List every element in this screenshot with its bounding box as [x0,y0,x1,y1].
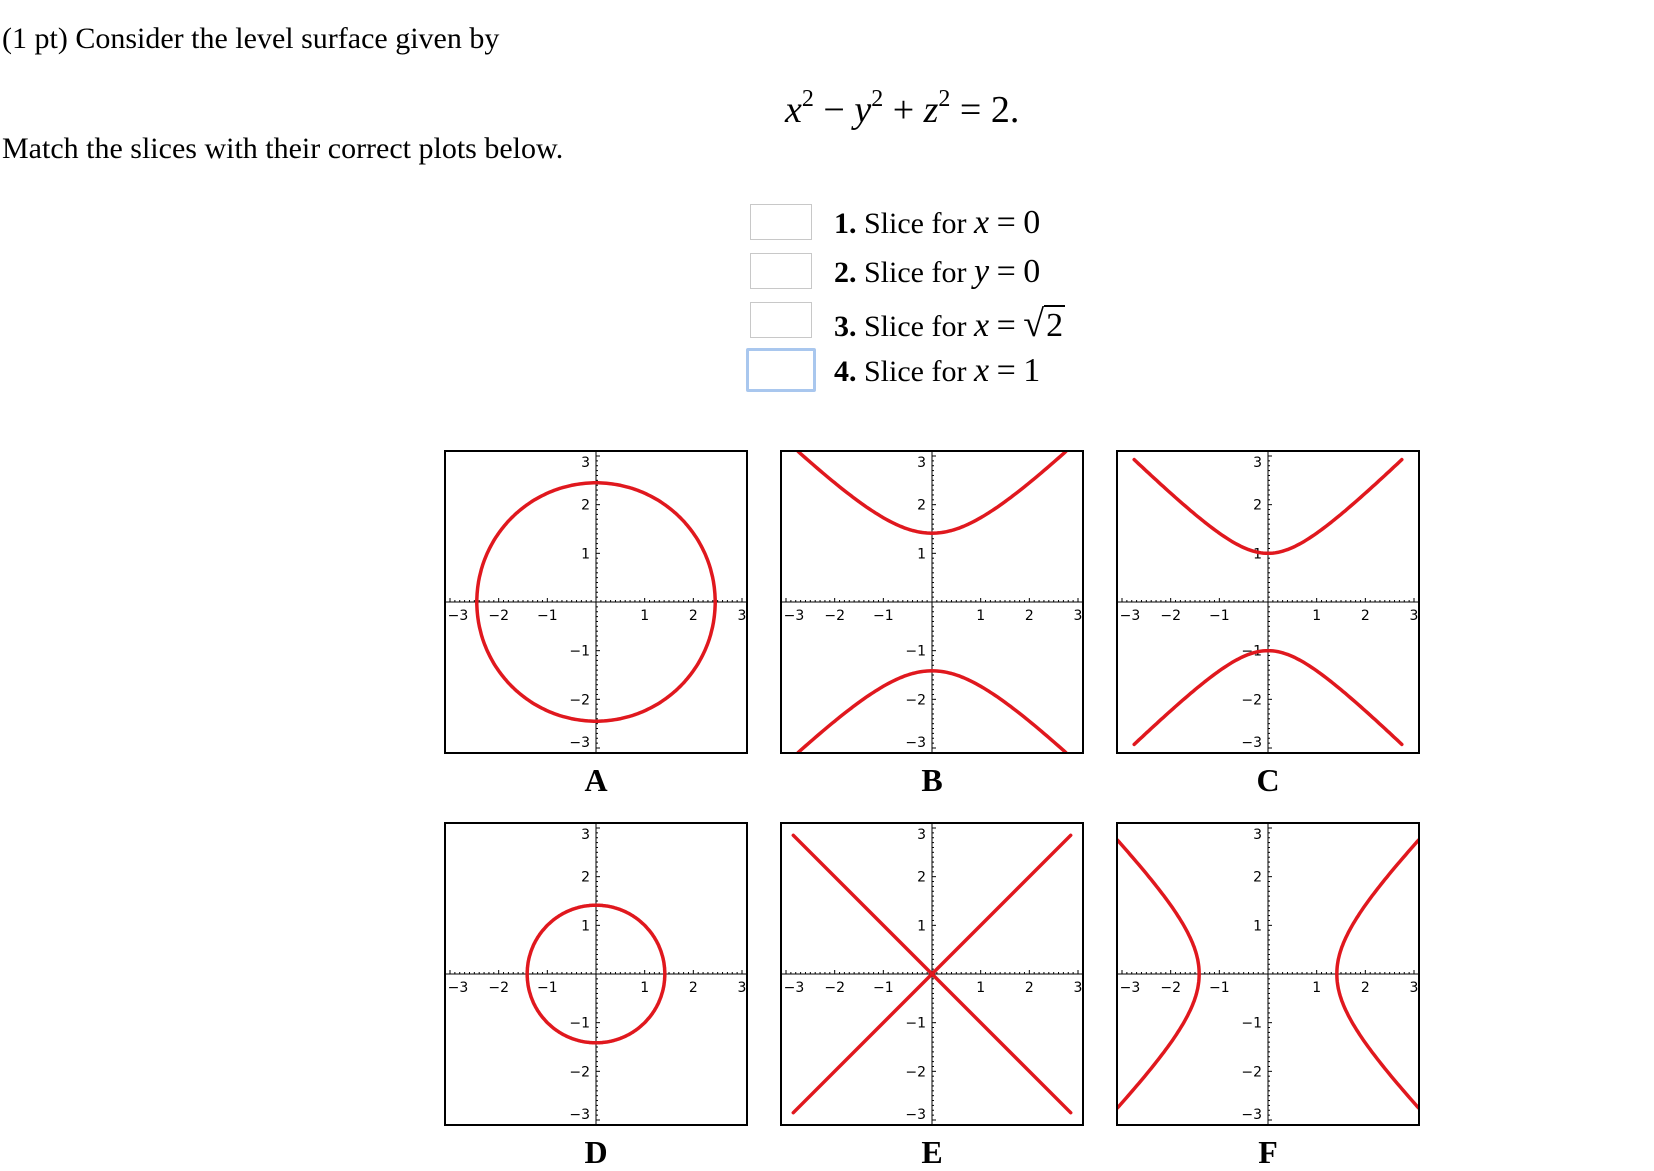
x-tick-label: −2 [1160,608,1181,624]
y-tick-label: −2 [905,692,926,709]
y-tick-label: 2 [1253,497,1262,514]
x-tick-label: 3 [1073,608,1082,624]
y-tick-label: 1 [1253,918,1262,935]
plot-c-label: C [1256,762,1280,798]
x-tick-label: −3 [447,608,469,624]
x-tick-label: 3 [1409,980,1418,996]
x-tick-label: 1 [976,980,986,996]
plot-a-svg [446,452,746,752]
x-tick-label: −1 [873,608,894,624]
slice-label-3: 3. Slice for x = √2 [834,303,1064,345]
x-tick-label: 1 [640,608,650,624]
axes [782,452,1082,752]
plot-c-svg [1118,452,1418,752]
x-tick-label: −2 [1160,980,1181,996]
plot-b-label: B [921,762,943,798]
problem-intro: (1 pt) Consider the level surface given by [2,22,500,55]
x-tick-label: −2 [824,980,845,996]
x-tick-label: 1 [640,980,650,996]
slice-row-1 [0,200,1654,248]
axes [446,452,746,752]
answer-input-2[interactable] [750,253,812,289]
axes [1118,452,1418,752]
plot-e-svg [782,824,1082,1124]
axes [1118,824,1418,1124]
y-tick-label: 3 [581,455,590,471]
plot-f-svg [1118,824,1418,1124]
y-tick-label: 3 [1253,827,1262,843]
plot-f-label: F [1258,1134,1278,1170]
y-tick-label: 3 [917,455,926,471]
plot-d [444,822,748,1126]
x-tick-label: 1 [976,608,986,624]
x-tick-label: −3 [1119,608,1141,624]
answer-input-1[interactable] [750,204,812,240]
y-tick-label: −2 [569,1064,590,1081]
y-tick-label: −1 [1241,1015,1262,1032]
slice-label-2: 2. Slice for y = 0 [834,253,1041,290]
x-tick-label: 2 [688,980,698,996]
y-tick-label: −2 [905,1064,926,1081]
x-tick-label: −1 [537,608,558,624]
x-tick-label: 2 [1024,980,1034,996]
plot-f [1116,822,1420,1126]
answer-input-4[interactable] [746,348,816,392]
y-tick-label: −3 [1241,1107,1262,1123]
y-tick-label: −3 [905,1107,926,1123]
x-tick-label: −2 [488,980,509,996]
slice-label-1: 1. Slice for x = 0 [834,204,1041,241]
axes [446,824,746,1124]
plot-d-label: D [584,1134,608,1170]
y-tick-label: −1 [905,643,926,660]
y-tick-label: 1 [917,546,926,563]
y-tick-label: −3 [569,735,590,751]
x-tick-label: −3 [1119,980,1141,996]
y-tick-label: −3 [1241,735,1262,751]
plot-e [780,822,1084,1126]
y-tick-label: 3 [1253,455,1262,471]
sqrt-2: √2 [1023,303,1064,345]
x-tick-label: −2 [824,608,845,624]
y-tick-label: −1 [905,1015,926,1032]
y-tick-label: 3 [917,827,926,843]
plot-e-label: E [921,1134,943,1170]
x-tick-label: 2 [1360,608,1370,624]
x-tick-label: −1 [1209,608,1230,624]
y-tick-label: 3 [581,827,590,843]
y-tick-label: 1 [581,546,590,563]
y-tick-label: −2 [569,692,590,709]
plot-b-svg [782,452,1082,752]
y-tick-label: −1 [1241,643,1262,660]
slice-row-2 [0,249,1654,297]
surface-equation: $x^2 - y^2 + z^2 = 2$. [785,86,1020,131]
plot-a-label: A [584,762,608,798]
x-tick-label: −1 [537,980,558,996]
plot-a [444,450,748,754]
x-tick-label: 3 [1409,608,1418,624]
x-tick-label: 3 [1073,980,1082,996]
y-tick-label: −2 [1241,692,1262,709]
slice-label-4: 4. Slice for x = 1 [834,352,1041,389]
y-tick-label: −3 [569,1107,590,1123]
y-tick-label: −2 [1241,1064,1262,1081]
y-tick-label: 2 [917,869,926,886]
x-tick-label: 3 [737,980,746,996]
plot-c [1116,450,1420,754]
x-tick-label: −3 [447,980,469,996]
x-tick-label: −2 [488,608,509,624]
y-tick-label: −1 [569,643,590,660]
problem-instruction: Match the slices with their correct plots below. [2,132,564,165]
slice-row-3 [0,298,1654,346]
x-tick-label: −1 [873,980,894,996]
y-tick-label: 2 [917,497,926,514]
y-tick-label: −3 [905,735,926,751]
x-tick-label: −1 [1209,980,1230,996]
y-tick-label: 2 [1253,869,1262,886]
x-tick-label: 2 [1024,608,1034,624]
plot-d-svg [446,824,746,1124]
slice-row-4 [0,348,1654,396]
x-tick-label: 2 [688,608,698,624]
y-tick-label: 2 [581,497,590,514]
y-tick-label: 1 [917,918,926,935]
x-tick-label: 1 [1312,608,1322,624]
x-tick-label: 3 [737,608,746,624]
x-tick-label: −3 [783,980,805,996]
answer-input-3[interactable] [750,302,812,338]
x-tick-label: −3 [783,608,805,624]
x-tick-label: 2 [1360,980,1370,996]
plot-b [780,450,1084,754]
y-tick-label: 2 [581,869,590,886]
y-tick-label: 1 [1253,546,1262,563]
y-tick-label: −1 [569,1015,590,1032]
x-tick-label: 1 [1312,980,1322,996]
y-tick-label: 1 [581,918,590,935]
